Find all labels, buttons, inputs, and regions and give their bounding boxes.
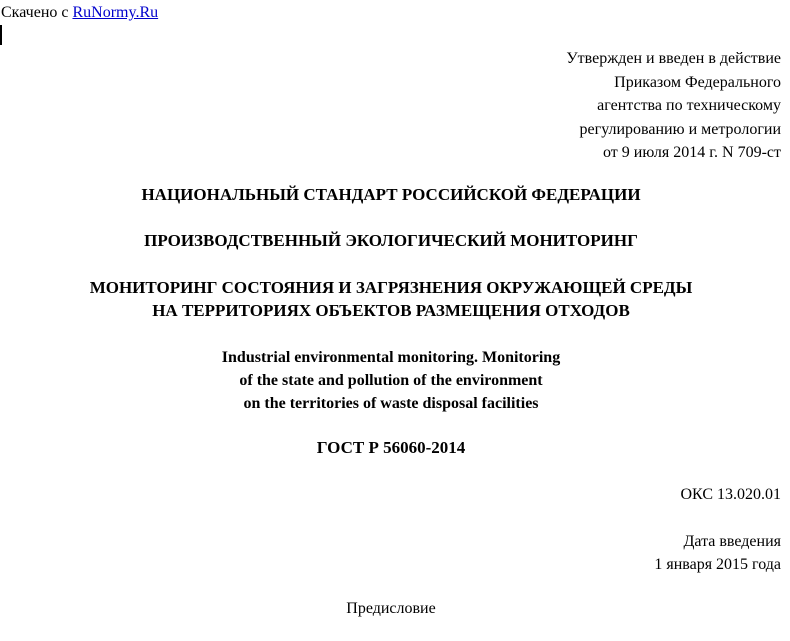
approval-line-5: от 9 июля 2014 г. N 709-ст — [603, 144, 781, 161]
oks-code: ОКС 13.020.01 — [680, 486, 781, 503]
approval-block — [566, 47, 781, 165]
approval-line-3: агентства по техническому — [597, 97, 781, 114]
national-standard-heading: НАЦИОНАЛЬНЫЙ СТАНДАРТ РОССИЙСКОЙ ФЕДЕРАЦИИ — [141, 185, 641, 204]
introduction-date-block — [654, 530, 781, 576]
subtitle-line-1: МОНИТОРИНГ СОСТОЯНИЯ И ЗАГРЯЗНЕНИЯ ОКРУЖАЮЩЕЙ СРЕДЫ — [89, 278, 693, 297]
subtitle-line-2: НА ТЕРРИТОРИЯХ ОБЪЕКТОВ РАЗМЕЩЕНИЯ ОТХОДОВ — [152, 301, 630, 320]
text-cursor — [0, 25, 2, 45]
introduction-date: 1 января 2015 года — [654, 556, 781, 573]
approval-line-4: регулированию и метрологии — [579, 120, 781, 138]
source-link[interactable]: RuNormy.Ru — [72, 4, 159, 21]
standard-code: ГОСТ Р 56060-2014 — [316, 438, 466, 457]
english-title — [0, 346, 782, 415]
standard-subtitle — [0, 276, 782, 322]
standard-title: ПРОИЗВОДСТВЕННЫЙ ЭКОЛОГИЧЕСКИЙ МОНИТОРИНГ — [144, 231, 638, 250]
foreword-heading: Предисловие — [346, 600, 436, 617]
english-line-3: on the territories of waste disposal facilities — [243, 395, 539, 412]
introduction-label: Дата введения — [683, 533, 781, 550]
source-line — [1, 3, 158, 23]
approval-line-2: Приказом Федерального — [614, 73, 781, 91]
approval-line-1: Утвержден и введен в действие — [566, 50, 781, 67]
english-line-2: of the state and pollution of the environment — [239, 372, 543, 389]
source-prefix: Скачено с — [1, 4, 73, 21]
english-line-1: Industrial environmental monitoring. Monitoring — [221, 349, 561, 366]
